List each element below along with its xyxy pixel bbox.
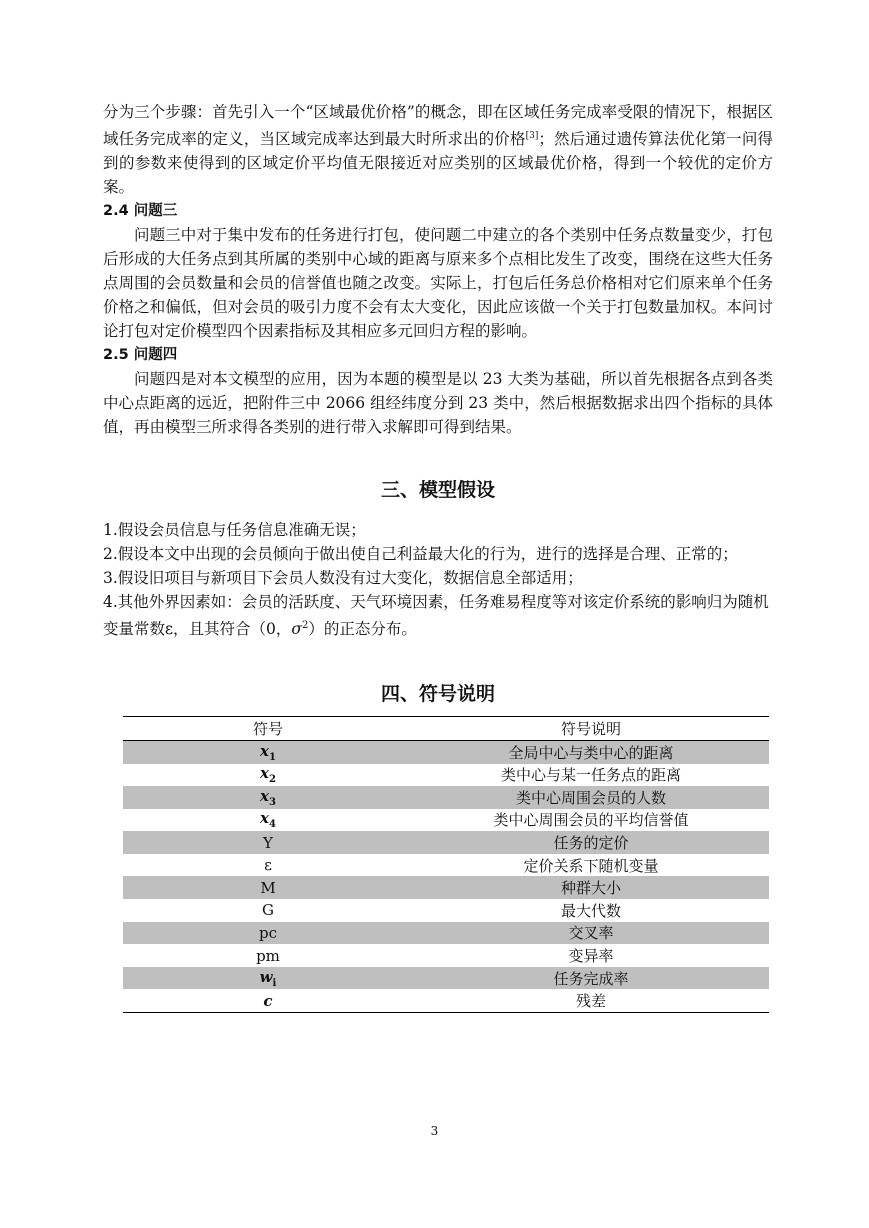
symbol-cell: $x_3$ bbox=[123, 786, 413, 809]
heading-2-4: 2.4 问题三 bbox=[103, 203, 178, 220]
description-cell: 种群大小 bbox=[413, 876, 769, 899]
sigma-symbol: σ bbox=[291, 620, 302, 639]
section-title-assumptions: 三、模型假设 bbox=[380, 479, 495, 502]
description-cell: 类中心周围会员的平均信誉值 bbox=[493, 811, 689, 830]
section-title-symbols: 四、符号说明 bbox=[380, 683, 495, 706]
symbol-cell: $x_2$ bbox=[260, 764, 276, 786]
page-number: 3 bbox=[430, 1124, 439, 1138]
symbol-cell: M bbox=[123, 876, 413, 899]
symbol-cell: Y bbox=[123, 831, 413, 854]
symbol-cell: c bbox=[123, 989, 413, 1012]
header-description: 符号说明 bbox=[413, 717, 769, 741]
assumption-item: 1.假设会员信息与任务信息准确无误； bbox=[103, 521, 366, 540]
table-row bbox=[123, 944, 769, 967]
table-row bbox=[123, 740, 769, 763]
symbol-cell: ε bbox=[264, 856, 272, 875]
table-row bbox=[123, 899, 769, 922]
table-row bbox=[123, 831, 769, 854]
symbol-cell: pm bbox=[256, 946, 280, 965]
symbol-cell: $x_4$ bbox=[260, 809, 276, 831]
citation-ref: [3] bbox=[525, 131, 539, 141]
symbol-cell: $w_i$ bbox=[123, 967, 413, 990]
description-cell: 全局中心与类中心的距离 bbox=[413, 740, 769, 763]
description-cell: 任务完成率 bbox=[413, 967, 769, 990]
table-header-row bbox=[123, 717, 769, 741]
table-row bbox=[123, 854, 769, 877]
table-row bbox=[123, 876, 769, 899]
description-cell: 类中心周围会员的人数 bbox=[413, 786, 769, 809]
description-cell: 交叉率 bbox=[413, 922, 769, 945]
description-cell: 残差 bbox=[413, 989, 769, 1012]
header-symbol: 符号 bbox=[123, 717, 413, 741]
table-row bbox=[123, 809, 769, 832]
paragraph-intro: 分为三个步骤：首先引入一个“区域最优价格”的概念，即在区域任务完成率受限的情况下，根据区域任务完成率的定义，当区域完成率达到最大时所求出的价格[3]；然后通过遗传算法优化第一问得到的参数来使得到的区域定价平均值无限接近对应类别的区域最优价格，得到一个较优的定价方案。 bbox=[103, 103, 773, 197]
page-body bbox=[103, 100, 773, 1013]
assumption-item: 2.假设本文中出现的会员倾向于做出使自己利益最大化的行为，进行的选择是合理、正常的； bbox=[103, 545, 738, 564]
table-row bbox=[123, 786, 769, 809]
table-row bbox=[123, 922, 769, 945]
description-cell: 变异率 bbox=[568, 947, 614, 966]
symbol-cell: $x_1$ bbox=[123, 740, 413, 763]
description-cell: 类中心与某一任务点的距离 bbox=[500, 766, 681, 785]
symbol-cell: pc bbox=[123, 922, 413, 945]
heading-2-5: 2.5 问题四 bbox=[103, 347, 178, 364]
description-cell: 定价关系下随机变量 bbox=[523, 856, 659, 875]
table-row bbox=[123, 989, 769, 1012]
assumption-item: 3.假设旧项目与新项目下会员人数没有过大变化，数据信息全部适用； bbox=[103, 569, 583, 588]
description-cell: 任务的定价 bbox=[413, 831, 769, 854]
table-row bbox=[123, 967, 769, 990]
paragraph-problem3: 问题三中对于集中发布的任务进行打包，使问题二中建立的各个类别中任务点数量变少，打包后形成的大任务点到其所属的类别中心域的距离与原来多个点相比发生了改变，围绕在这些大任务点周围的会员数量和会员的信誉值也随之改变。实际上，打包后任务总价格相对它们原来单个任务价格之和偏低，但对会员的吸引力度不会有太大变化，因此应该做一个关于打包数量加权。本问讨论打包对定价模型四个因素指标及其相应多元回归方程的影响。 bbox=[103, 226, 773, 341]
symbol-cell: G bbox=[262, 901, 274, 920]
paragraph-problem4: 问题四是对本文模型的应用，因为本题的模型是以 23 大类为基础，所以首先根据各点到各类中心点距离的远近，把附件三中 2066 组经纬度分到 23 类中，然后根据数据求出四个指标的具体值，再由模型三所求得各类别的进行带入求解即可得到结果。 bbox=[103, 370, 773, 437]
symbol-table bbox=[123, 716, 769, 1013]
table-row bbox=[123, 764, 769, 787]
assumption-item: 4.其他外界因素如：会员的活跃度、天气环境因素，任务难易程度等对该定价系统的影响归为随机变量常数ε，且其符合（0，$\sigma^2$）的正态分布。 bbox=[103, 593, 769, 639]
description-cell: 最大代数 bbox=[560, 901, 621, 920]
